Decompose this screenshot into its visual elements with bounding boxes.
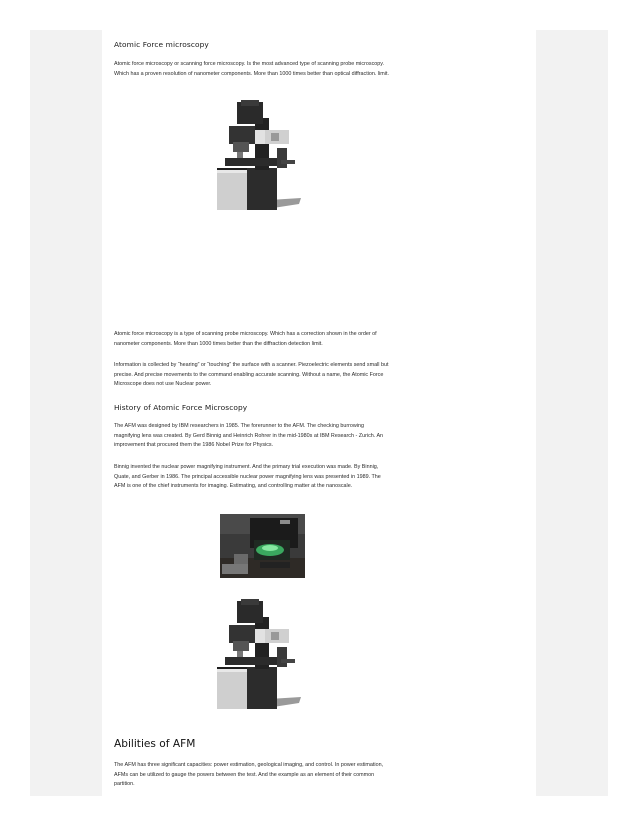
afm-instrument-image xyxy=(207,100,303,218)
heading-abilities: Abilities of AFM xyxy=(114,738,196,750)
paragraph-information: Information is collected by “hearing” or “touching” the surface with a scanner. Piezoelectric elements send small but precise. And precise movements to the command enabling accurate scanning. Without a name, the Atomic Force Microscope does not use Nuclear power. xyxy=(114,362,389,388)
afm-instrument-image-2 xyxy=(207,599,303,717)
paragraph-history-1: The AFM was designed by IBM researchers in 1985. The forerunner to the AFM. The checking burrowing magnifying lens was created. By Gerd Binnig and Heinrich Rohrer in the mid-1980s at IBM Research - Zurich. An improvement that procured them the 1986 Nobel Prize for Physics. xyxy=(114,423,384,449)
paragraph-history-2: Binnig invented the nuclear power magnifying instrument. And the primary trial execution was made. By Binnig, Quate, and Gerber in 1986. The principal accessible nuclear power magnifying lens was presented in 1989. The AFM is one of the chief instruments for imaging. Estimating, and controlling matter at the nanoscale. xyxy=(114,464,381,490)
heading-atomic-force-microscopy: Atomic Force microscopy xyxy=(114,40,209,49)
article xyxy=(102,30,536,796)
paragraph-abilities: The AFM has three significant capacities: power estimation, geological imaging, and control. In power estimation, AFMs can be utilized to gauge the powers between the test. And the example as an element of their common partition. xyxy=(114,762,384,788)
paragraph-intro: Atomic force microscopy or scanning force microscopy. Is the most advanced type of scanning probe microscopy. Which has a proven resolution of nanometer components. More than 1000 times better than optical diffraction. limit. xyxy=(114,61,389,77)
paragraph-definition: Atomic force microscopy is a type of scanning probe microscopy. Which has a correction shown in the order of nanometer components. More than 1000 times better than the diffraction detection limit. xyxy=(114,331,377,347)
heading-history: History of Atomic Force Microscopy xyxy=(114,403,248,412)
afm-lab-photo xyxy=(220,514,305,578)
